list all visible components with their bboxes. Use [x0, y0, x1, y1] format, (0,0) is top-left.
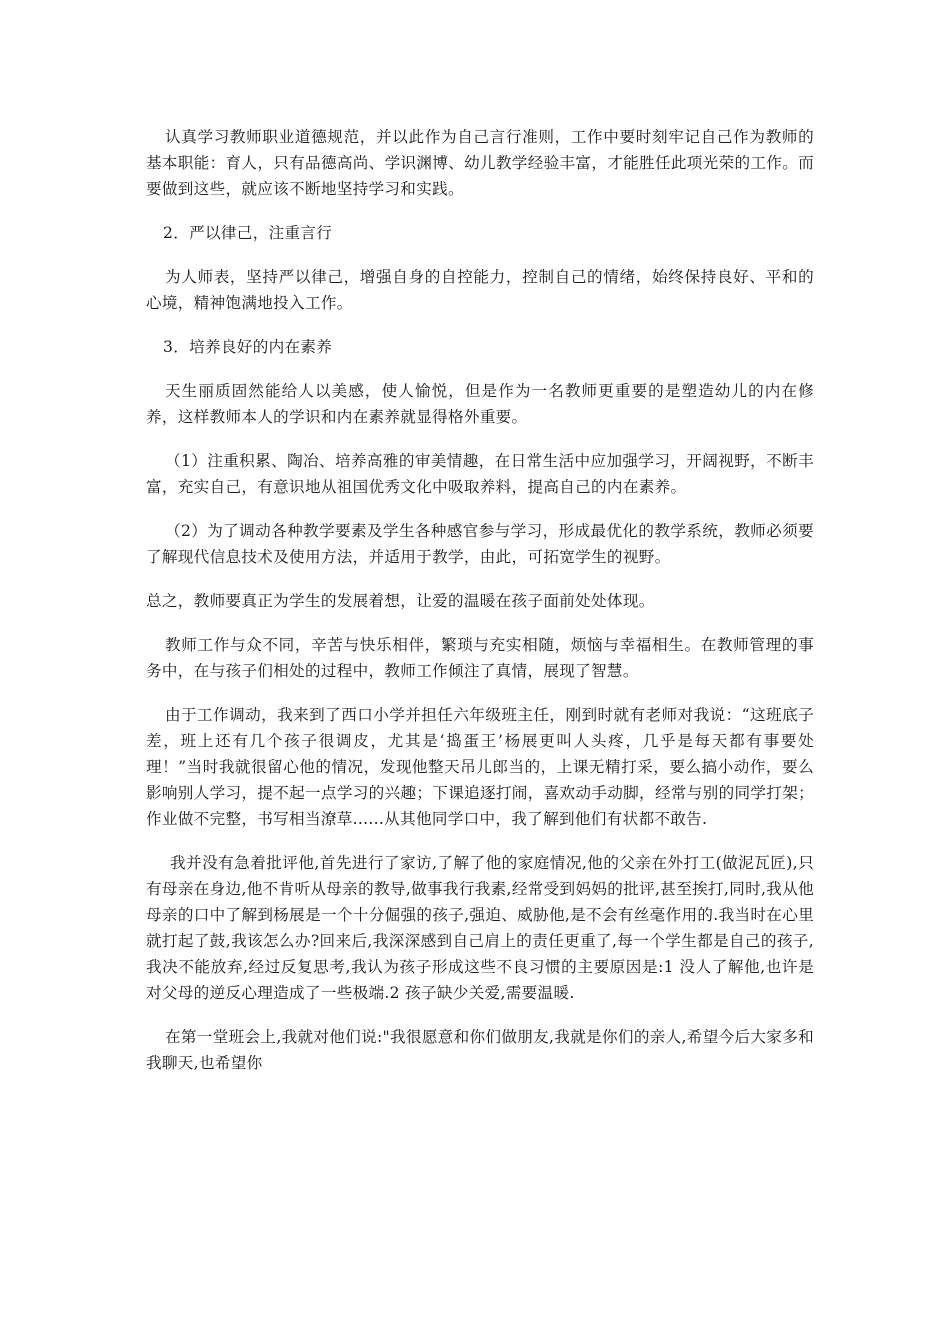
paragraph-point-1: （1）注重积累、陶冶、培养高雅的审美情趣，在日常生活中应加强学习，开阔视野，不断丰富，充实自己，有意识地从祖国优秀文化中吸取养料，提高自己的内在素养。	[146, 452, 814, 496]
section-heading-inner-quality: 3．培养良好的内在素养	[163, 338, 333, 356]
document-page	[146, 124, 814, 1076]
paragraph-inner-quality: 天生丽质固然能给人以美感，使人愉悦，但是作为一名教师更重要的是塑造幼儿的内在修养，这样教师本人的学识和内在素养就显得格外重要。	[146, 382, 814, 426]
paragraph-self-discipline: 为人师表，坚持严以律己，增强自身的自控能力，控制自己的情绪，始终保持良好、平和的心境，精神饱满地投入工作。	[146, 268, 814, 312]
paragraph-summary: 总之，教师要真正为学生的发展着想，让爱的温暖在孩子面前处处体现。	[146, 592, 655, 610]
paragraph-home-visit: 我并没有急着批评他,首先进行了家访,了解了他的家庭情况,他的父亲在外打工(做泥瓦匠),只有母亲在身边,他不肯听从母亲的教导,做事我行我素,经常受到妈妈的批评,甚至挨打,同时,我从他母亲的口中了解到杨展是一个十分倔强的孩子,强迫、威胁他,是不会有丝毫作用的.我当时在心里就打起了鼓,我该怎么办?回来后,我深深感到自己肩上的责任更重了,每一个学生都是自己的孩子,我决不能放弃,经过反复思考,我认为孩子形成这些不良习惯的主要原因是:1 没人了解他,也许是对父母的逆反心理造成了一些极端.2 孩子缺少关爱,需要温暖.	[146, 854, 814, 1002]
paragraph-teacher-work: 教师工作与众不同，辛苦与快乐相伴，繁琐与充实相随，烦恼与幸福相生。在教师管理的事务中，在与孩子们相处的过程中，教师工作倾注了真情，展现了智慧。	[146, 636, 814, 680]
paragraph-class-meeting: 在第一堂班会上,我就对他们说:"我很愿意和你们做朋友,我就是你们的亲人,希望今后大家多和我聊天,也希望你	[146, 1028, 814, 1072]
paragraph-teacher-ethics: 认真学习教师职业道德规范，并以此作为自己言行准则，工作中要时刻牢记自己作为教师的基本职能：育人，只有品德高尚、学识渊博、幼儿教学经验丰富，才能胜任此项光荣的工作。而要做到这些，就应该不断地坚持学习和实践。	[146, 128, 814, 198]
paragraph-point-2: （2）为了调动各种教学要素及学生各种感官参与学习，形成最优化的教学系统，教师必须要了解现代信息技术及使用方法，并适用于教学，由此，可拓宽学生的视野。	[146, 522, 814, 566]
section-heading-self-discipline: 2．严以律己，注重言行	[163, 224, 333, 242]
paragraph-transfer-story: 由于工作调动，我来到了西口小学并担任六年级班主任，刚到时就有老师对我说：“这班底子差，班上还有几个孩子很调皮，尤其是‘捣蛋王’杨展更叫人头疼，几乎是每天都有事要处理！”当时我就很留心他的情况，发现他整天吊儿郎当的，上课无精打采，要么搞小动作，要么影响别人学习，提不起一点学习的兴趣；下课追逐打闹，喜欢动手动脚，经常与别的同学打架；作业做不完整，书写相当潦草......从其他同学口中，我了解到他们有状都不敢告.	[146, 706, 814, 828]
